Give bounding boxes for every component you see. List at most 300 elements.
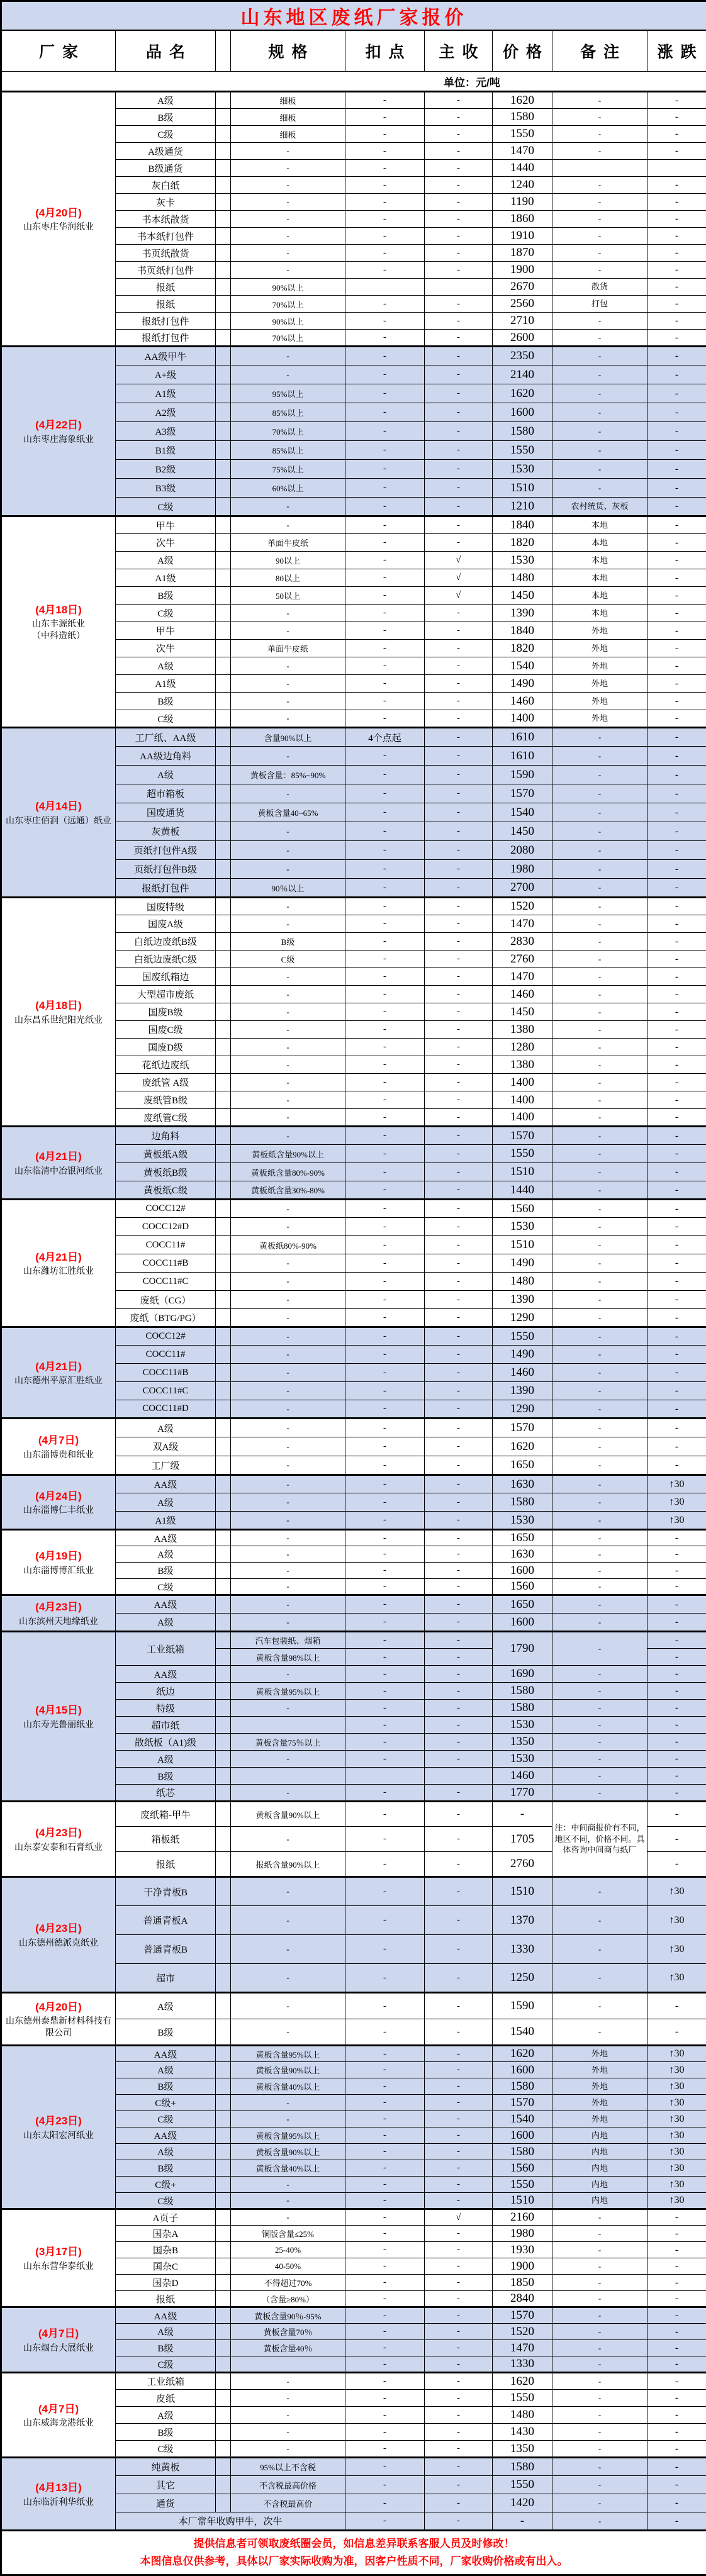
note-cell: 外地 [552,710,647,728]
spacer-cell [216,1039,231,1056]
deduct-cell: - [345,2291,425,2307]
main-collect-cell: - [425,710,493,728]
main-collect-cell: - [425,92,493,109]
main-collect-cell: - [425,1563,493,1579]
deduct-cell: - [345,1614,425,1632]
deduct-cell: - [345,766,425,784]
spec-cell: - [231,1700,345,1717]
main-collect-cell: - [425,1074,493,1091]
spec-cell: - [231,841,345,860]
spacer-cell [216,1327,231,1346]
spec-cell: 黄板含量95%以上 [231,2127,345,2144]
note-cell: - [552,803,647,822]
product-cell: 超市箱板 [116,784,216,803]
main-collect-cell: - [425,933,493,951]
main-collect-cell: √ [425,569,493,587]
spacer-cell [216,1717,231,1734]
product-cell: 工厂级 [116,1456,216,1475]
spec-cell: - [231,1563,345,1579]
deduct-cell: - [345,92,425,109]
table-row [1,1419,706,1437]
footer-line-2: 本图信息仅供参考，具体以厂家实际收购为准，因客户性质不同，厂家收购价格或有出入。 [3,2553,705,2570]
spacer-cell [216,1236,231,1254]
main-collect-cell: - [425,693,493,710]
deduct-cell: - [345,2019,425,2046]
product-cell: 国杂D [116,2275,216,2291]
main-collect-cell: - [425,1091,493,1109]
main-collect-cell: - [425,622,493,640]
spec-cell: - [231,1039,345,1056]
price-cell: 1390 [493,605,552,622]
spec-cell: 90%以上 [231,313,345,330]
price-cell: 1530 [493,552,552,569]
change-cell: - [647,1291,706,1309]
main-collect-cell: √ [425,2209,493,2226]
change-cell: ↑30 [647,2144,706,2160]
note-cell: - [552,1935,647,1964]
note-cell: 内地 [552,2160,647,2177]
main-collect-cell: - [425,766,493,784]
table-row [1,1327,706,1346]
price-cell: 1280 [493,1039,552,1056]
deduct-cell: - [345,2441,425,2458]
spacer-cell [216,1074,231,1091]
change-cell: - [647,2494,706,2512]
deduct-cell: - [345,1400,425,1419]
product-cell: C级 [116,126,216,143]
spec-cell [231,2356,345,2373]
factory-date: (4月24日) [3,1488,114,1505]
deduct-cell: - [345,1127,425,1145]
change-cell: - [647,2307,706,2324]
spec-cell: - [231,2407,345,2424]
table-row [1,1802,706,1827]
spacer-cell [216,587,231,605]
spec-cell: - [231,211,345,228]
deduct-cell: - [345,534,425,552]
product-cell: 黄板纸C级 [116,1181,216,1200]
spacer-cell [216,1827,231,1852]
change-cell: - [647,640,706,657]
price-cell: 1590 [493,1993,552,2019]
spec-cell: - [231,516,345,534]
change-cell: - [647,2441,706,2458]
spec-cell: - [231,693,345,710]
main-collect-cell: - [425,1802,493,1827]
deduct-cell: - [345,1993,425,2019]
spacer-cell [216,1614,231,1632]
spec-cell: C级 [231,951,345,968]
product-cell: 国废C级 [116,1021,216,1039]
deduct-cell: - [345,516,425,534]
product-cell: AA级 [116,1530,216,1546]
note-cell: - [552,109,647,126]
product-cell: AA级甲牛 [116,347,216,365]
note-cell: - [552,1091,647,1109]
price-cell: 1600 [493,1614,552,1632]
change-cell: - [647,313,706,330]
price-cell: 1570 [493,2095,552,2111]
spec-cell: 90％以上 [231,879,345,898]
deduct-cell: - [345,622,425,640]
deduct-cell: - [345,1382,425,1400]
price-cell: 1620 [493,92,552,109]
spec-cell [231,1768,345,1785]
product-cell: A2级 [116,403,216,422]
spec-cell: - [231,1291,345,1309]
price-cell: 1400 [493,1109,552,1127]
spacer-cell [216,1291,231,1309]
spacer-cell [216,657,231,675]
note-cell: - [552,347,647,365]
spacer-cell [216,1935,231,1964]
spacer-cell [216,330,231,347]
note-cell: 外地 [552,640,647,657]
spacer-cell [216,2046,231,2062]
change-cell: - [647,460,706,479]
spec-cell: - [231,177,345,194]
factory-date: (4月23日) [3,1825,114,1841]
product-cell: 边角料 [116,1127,216,1145]
deduct-cell: - [345,710,425,728]
spec-cell: 黄板纸含量30%-80% [231,1181,345,1200]
product-cell: 甲牛 [116,622,216,640]
deduct-cell: - [345,2476,425,2494]
change-cell: - [647,803,706,822]
factory-name: 山东枣庄华润纸业 [3,221,114,233]
change-cell: - [647,2512,706,2531]
spec-cell: - [231,1003,345,1021]
change-cell: - [647,1595,706,1614]
table-row [1,2209,706,2226]
deduct-cell: - [345,2390,425,2407]
deduct-cell: - [345,460,425,479]
deduct-cell: - [345,2275,425,2291]
spec-cell: 含量90%以上 [231,728,345,747]
factory-name: 山东临沂利华纸业 [3,2496,114,2508]
product-cell: A1级 [116,1512,216,1530]
deduct-cell: - [345,1364,425,1382]
deduct-cell: - [345,2373,425,2390]
note-cell: - [552,177,647,194]
note-cell: - [552,1364,647,1382]
change-cell: - [647,1056,706,1074]
price-cell: 1490 [493,675,552,693]
note-cell: - [552,2242,647,2258]
note-cell: 本地 [552,534,647,552]
product-cell: AA级边角料 [116,747,216,766]
spec-cell: 黄板纸80%-90% [231,1236,345,1254]
spacer-cell [216,1785,231,1802]
main-collect-cell: - [425,1382,493,1400]
change-cell: - [647,1649,706,1666]
deduct-cell: - [345,1475,425,1493]
product-cell: 纸边 [116,1683,216,1700]
spec-cell: - [231,1512,345,1530]
change-cell: - [647,194,706,211]
main-collect-cell: - [425,479,493,498]
deduct-cell: - [345,1419,425,1437]
spacer-cell [216,1003,231,1021]
spacer-cell [216,177,231,194]
spacer-cell [216,2441,231,2458]
product-cell: A级 [116,1614,216,1632]
factory-name: 山东威海龙港纸业 [3,2417,114,2429]
price-cell: 1190 [493,194,552,211]
table-row [1,898,706,915]
change-cell: - [647,92,706,109]
product-cell: C级 [116,2193,216,2209]
change-cell: - [647,126,706,143]
factory-cell [1,347,116,516]
deduct-cell: - [345,1273,425,1291]
deduct-cell: - [345,1309,425,1327]
change-cell: - [647,1236,706,1254]
note-cell: 内地 [552,2193,647,2209]
spec-cell: - [231,1456,345,1475]
spacer-cell [216,1802,231,1827]
change-cell: - [647,365,706,384]
spec-cell: - [231,1419,345,1437]
spec-cell: - [231,1273,345,1291]
note-cell: 本地 [552,587,647,605]
factory-cell [1,728,116,898]
note-cell: - [552,951,647,968]
main-collect-cell: - [425,1109,493,1127]
main-collect-cell: - [425,1785,493,1802]
table-row [1,1475,706,1493]
change-cell: ↑30 [647,1935,706,1964]
main-collect-cell: - [425,177,493,194]
spec-cell: - [231,1127,345,1145]
factory-cell [1,1327,116,1419]
deduct-cell: - [345,693,425,710]
spacer-cell [216,747,231,766]
change-cell: - [647,441,706,460]
header-spacer [216,30,231,72]
deduct-cell: - [345,1802,425,1827]
spacer-cell [216,1475,231,1493]
spacer-cell [216,710,231,728]
price-cell: 1630 [493,1546,552,1563]
spacer-cell [216,384,231,403]
spacer-cell [216,1254,231,1273]
product-cell: A级 [116,1993,216,2019]
note-cell: - [552,211,647,228]
table-row [1,728,706,747]
spec-cell [231,1717,345,1734]
note-cell: 外地 [552,657,647,675]
price-cell: 1570 [493,2307,552,2324]
main-collect-cell: - [425,1456,493,1475]
product-cell: C级 [116,710,216,728]
price-cell: 1820 [493,640,552,657]
note-cell: - [552,2424,647,2441]
spec-cell: - [231,915,345,933]
deduct-cell: - [345,2242,425,2258]
spec-cell: 70%以上 [231,422,345,441]
deduct-cell: - [345,126,425,143]
deduct-cell: - [345,1291,425,1309]
note-cell: - [552,1163,647,1181]
spec-cell: 不得超过70% [231,2275,345,2291]
change-cell: - [647,109,706,126]
main-collect-cell: - [425,365,493,384]
note-cell: - [552,1200,647,1218]
price-cell: 1210 [493,498,552,516]
price-cell: 1450 [493,587,552,605]
price-cell: 1470 [493,915,552,933]
spec-cell: - [231,1493,345,1512]
change-cell: - [647,1218,706,1236]
price-cell: 1850 [493,2275,552,2291]
main-collect-cell: - [425,126,493,143]
spacer-cell [216,822,231,841]
product-cell: 散纸板（A1)级 [116,1734,216,1751]
change-cell: - [647,915,706,933]
spacer-cell [216,160,231,177]
change-cell: ↑30 [647,1512,706,1530]
factory-name: 山东枣庄佰润（远通）纸业 [3,815,114,827]
deduct-cell: - [345,1935,425,1964]
product-cell: 双A级 [116,1437,216,1456]
main-collect-cell: - [425,1579,493,1595]
deduct-cell: - [345,1734,425,1751]
product-cell: A级 [116,766,216,784]
spacer-cell [216,898,231,915]
factory-name: 山东丰源纸业 [3,618,114,630]
note-cell: - [552,898,647,915]
spec-cell: - [231,347,345,365]
factory-name: 山东德州德派克纸业 [3,1937,114,1949]
note-cell: - [552,2226,647,2242]
price-cell: 1530 [493,1218,552,1236]
note-cell: - [552,2324,647,2340]
note-cell: 本地 [552,552,647,569]
price-cell: 1620 [493,384,552,403]
change-cell: - [647,1993,706,2019]
deduct-cell: - [345,2209,425,2226]
note-cell: - [552,460,647,479]
product-cell: A级通货 [116,143,216,160]
note-cell: - [552,1419,647,1437]
main-collect-cell: - [425,747,493,766]
factory-date: (4月21日) [3,1249,114,1266]
product-cell: 报纸 [116,296,216,313]
spec-cell: - [231,1935,345,1964]
factory-name: 山东淄博仁丰纸业 [3,1504,114,1516]
price-cell: 1470 [493,143,552,160]
main-collect-cell: - [425,2458,493,2476]
deduct-cell [345,1768,425,1785]
spacer-cell [216,92,231,109]
unit-row [1,72,706,92]
deduct-cell: - [345,2340,425,2356]
price-cell: 1350 [493,1734,552,1751]
product-cell: 书页纸打包件 [116,262,216,279]
factory-date: (4月21日) [3,1359,114,1375]
note-cell: - [552,1021,647,1039]
change-cell: - [647,1683,706,1700]
unit-note: 单位：元/吨 [3,74,705,89]
factory-date: (4月7日) [3,1432,114,1449]
change-cell: ↑30 [647,2046,706,2062]
spacer-cell [216,2307,231,2324]
product-cell: A级 [116,2324,216,2340]
note-cell: - [552,1181,647,1200]
note-cell: - [552,1530,647,1546]
main-collect-cell: - [425,1145,493,1163]
note-cell: - [552,245,647,262]
note-cell: - [552,2512,647,2531]
main-collect-cell: - [425,1935,493,1964]
product-cell: 国杂C [116,2258,216,2275]
main-collect-cell: - [425,1309,493,1327]
spec-cell: - [231,1546,345,1563]
product-cell: B3级 [116,479,216,498]
factory-name: 山东枣庄海象纸业 [3,433,114,445]
main-collect-cell: - [425,2258,493,2275]
deduct-cell: - [345,1456,425,1475]
spec-cell: 40-50% [231,2258,345,2275]
note-cell: - [552,194,647,211]
price-cell: 1330 [493,1935,552,1964]
main-collect-cell: - [425,245,493,262]
spacer-cell [216,1768,231,1785]
spec-cell: - [231,1964,345,1993]
price-cell: 1870 [493,245,552,262]
factory-cell [1,1802,116,1877]
product-cell: 其它 [116,2476,216,2494]
spec-cell: - [231,1785,345,1802]
deduct-cell: - [345,1236,425,1254]
spec-cell: - [231,1475,345,1493]
spacer-cell [216,2324,231,2340]
change-cell: - [647,1074,706,1091]
change-cell: ↑30 [647,2111,706,2127]
spacer-cell [216,1364,231,1382]
spec-cell: - [231,160,345,177]
change-cell: ↑30 [647,2127,706,2144]
deduct-cell: - [345,552,425,569]
change-cell: - [647,1003,706,1021]
product-cell: 页纸打包件B级 [116,860,216,879]
main-collect-cell: - [425,2275,493,2291]
note-cell: 外地 [552,693,647,710]
note-cell: - [552,262,647,279]
product-cell: A级 [116,1493,216,1512]
spacer-cell [216,1218,231,1236]
note-cell: - [552,879,647,898]
change-cell: - [647,879,706,898]
note-cell: - [552,2291,647,2307]
factory-cell [1,1200,116,1327]
price-cell: 1570 [493,1127,552,1145]
product-cell: B级 [116,2424,216,2441]
note-cell: - [552,2275,647,2291]
spec-cell: - [231,898,345,915]
price-cell: 1980 [493,2226,552,2242]
product-cell: 花纸边废纸 [116,1056,216,1074]
main-collect-cell: - [425,2193,493,2209]
product-cell: 书本纸散货 [116,211,216,228]
product-cell: 国废A级 [116,915,216,933]
change-cell: - [647,422,706,441]
main-collect-cell: - [425,915,493,933]
deduct-cell: - [345,2494,425,2512]
spacer-cell [216,2458,231,2476]
product-cell: B2级 [116,460,216,479]
